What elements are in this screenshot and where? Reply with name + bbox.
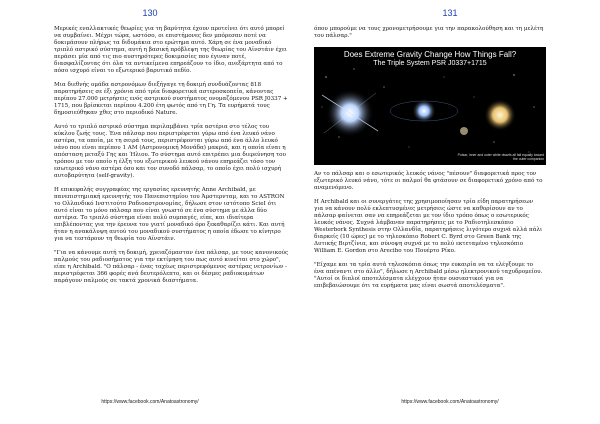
pulsar-icon: [322, 89, 378, 137]
figure-caption: Pulsar, inner and outer white dwarfs all fall equally toward the outer companion: [457, 153, 544, 161]
figure-subtitle: The Triple System PSR J0337+1715: [373, 60, 487, 67]
paragraph: Μερικές εναλλακτικές θεωρίες για τη βαρύτητα έχουν προτείνει ότι αυτό μπορεί να συμβαίνει. Μέχρι τώρα, ωστόσο, οι επιστήμονες δεν μπόρεσαν ποτέ να δοκιμάσουν πλήρως τα διδυμάκια στο ερώτημα αυτό. Χάρη σε ένα μοναδικό τριπλό αστρικό σύστημα, αυτή η βασική πρόβλεψη της θεωρίας του Αϊνστάιν έχει περάσει μία από τις πιο αυστηρότερες δοκιμασίες που έγιναν ποτέ, διασφαλίζοντας ότι όλα τα αντικείμενα επηρεάζουν το ίδιο, ανεξάρτητα από το πόσο ισχυρό είναι το εξωτερικό βαρυτικό πεδίο.: [54, 26, 287, 74]
paragraph: "Είχαμε και τα τρία αυτά τηλεσκόπια όπως την ευκαιρία να τα ελέγξουμε το ένα απέναντι στο άλλο", δήλωσε η Archibald μέσω ηλεκτρονικού ταχυδρομείου. "Αυτοί οι διπλοί αποτελέσματα ελέγχουν ήταν ουσιαστικοί για να επιβεβαιώσουμε ότι τα ευρήματα μας είναι σωστά αποτελέσματα".: [314, 262, 543, 289]
outer-white-dwarf-icon: [484, 99, 516, 131]
triple-system-figure: [314, 47, 546, 165]
footer-link-right[interactable]: https://www.facebook.com/Anatoastronomy/: [401, 399, 499, 405]
left-text-column: [54, 26, 290, 292]
figure-title: Does Extreme Gravity Change How Things Fall?: [343, 50, 517, 59]
companion-glow: [460, 127, 468, 135]
page-number-right: 131: [442, 8, 458, 18]
paragraph: Αυτό το τριπλό αστρικό σύστημα περιλαμβάνει τρία αστέρια στο τέλος του κύκλου ζωής τους. Ένα πάλσαρ που περιστρέφεται γύρω από ένα λευκό νάνο αστέρα, τα οποία, με τη σειρά τους, περιστρέφονται γύρω από ένα άλλο λευκό νάνο που είναι περίπου 1 ΑΜ (Αστρονομική Μονάδα) μακριά, και η οποία είναι η απόσταση μεταξύ Γης και Ήλιου. Το σύστημα αυτό επιτρέπει μια διερεύνηση του τρόπου με τον οποίο η έλξη του εξωτερικού λευκού νάνου επηρεάζει τόσο τον εσωτερικό νάνο αστέρα όσο και τον συνοδό πάλσαρ, το οποίο έχει πολύ ισχυρή αυτοβαρύτητα (self-gravity).: [54, 124, 286, 179]
right-page: [300, 0, 600, 424]
paragraph: Μια διεθνής ομάδα αστρονόμων διεξήγαγε τη δοκιμή συνδυάζοντας 818 παρατηρήσεις σε έξι χρόνια από τρία διαφορετικά αστεροσκοπεία, κάνοντας περίπου 27.000 μετρήσεις ενός αστρικού συστήματος ονομαζόμενου PSR J0337 + 1715, που βρίσκεται περίπου 4.200 έτη φωτός από τη Γη. Τα ευρήματά τους δημοσιεύθηκαν χθες στο περιοδικό Nature.: [54, 82, 288, 116]
paragraph: "Για να κάνουμε αυτή τη δοκιμή, χρειαζόμασταν ένα πάλσαρ, με τους κανονικούς παλμούς του ραδιοσήματος για την εκτίμηση του πως αυτό κινείται στο χώρο", είπε η Archibald. "Ο πάλσαρ - ένας ταχέως περιστρεφόμενος αστέρας νετρονίων - περιστρέφεται 366 φορές ανά δευτερόλεπτο, και οι δέσμες ραδιοκυμάτων παράγουν παλμούς σε τακτά χρονικά διαστήματα.: [54, 250, 289, 284]
inner-white-dwarf-icon: [390, 99, 458, 123]
footer-link-left[interactable]: https://www.facebook.com/Anatoastronomy/: [101, 399, 199, 405]
paragraph: Αν το πάλσαρ και ο εσωτερικός λευκός νάνος "πέσουν" διαφορετικά προς τον εξωτερικό λευκό νάνο, τότε οι παλμοί θα φτάσουν σε διαφορετικό χρόνο από το αναμενόμενο.: [314, 171, 543, 191]
paragraph: Η επικεφαλής συγγραφέας της εργασίας ερευνητής Anne Archibald, με πανεπιστημιακή ερευνητής του Πανεπιστημίου του Άμστερνταμ, και το ASTRON το Ολλανδικό Ινστιτούτο Ραδιοαστρονομίας, δήλωσε στον ιστότοπο ScieI ότι αυτό είναι το μόνο πάλσαρ που είναι γνωστό σε ένα σύστημα με άλλα δύο αστέρια. Το τριπλό σύστημα είναι πολύ συμπαγές, είπε, και ιδιαίτερα επιβλέποντας για την έρευνα του γιατί μοναδικό όρο ξεκαθαρίζει κάτι. Και αυτή ήταν η ανακάλυψη αυτού του μοναδικού συστήματος η οποία έδωσε το κίνητρο για να τεστάρουν τη θεωρία του Αϊνστάιν.: [54, 187, 285, 242]
right-text-column: [314, 26, 544, 297]
paragraph: όπου μπορούμε να τους χρονομετρήσουμε για την παρακολούθηση και τη μελέτη του πάλσαρ.": [314, 26, 544, 39]
paragraph: Η Archibald και οι συνεργάτες της χρησιμοποίησαν τρία είδη παρατηρήσεων για να κάνουν πολύ εκλεπτυσμένες μετρήσεις ώστε να καθορίσουν αν το πάλσαρ φαίνεται σαν να επηρεάζεται με τον ίδιο τρόπο όπως ο εσωτερικός λευκός νάνος. Συχνά λάμβαναν παρατηρήσεις με το Ραδιοτηλεσκόπιο Westerbork Synthesis στην Ολλανδία, παρατηρήσεις λιγότερο συχνά αλλά πάλι διαρκείς (10 ώρες) με το τηλεσκόπιο Robert C. Byrd στο Green Bank της Δυτικής Βιρτζίνια, και σύνοψη συχνά με το πολύ εκτεταμένο τηλεσκόπιο William E. Gordon στο Arecibo του Πουέρτο Ρίκο.: [314, 199, 543, 254]
page-number-left: 130: [142, 8, 158, 18]
